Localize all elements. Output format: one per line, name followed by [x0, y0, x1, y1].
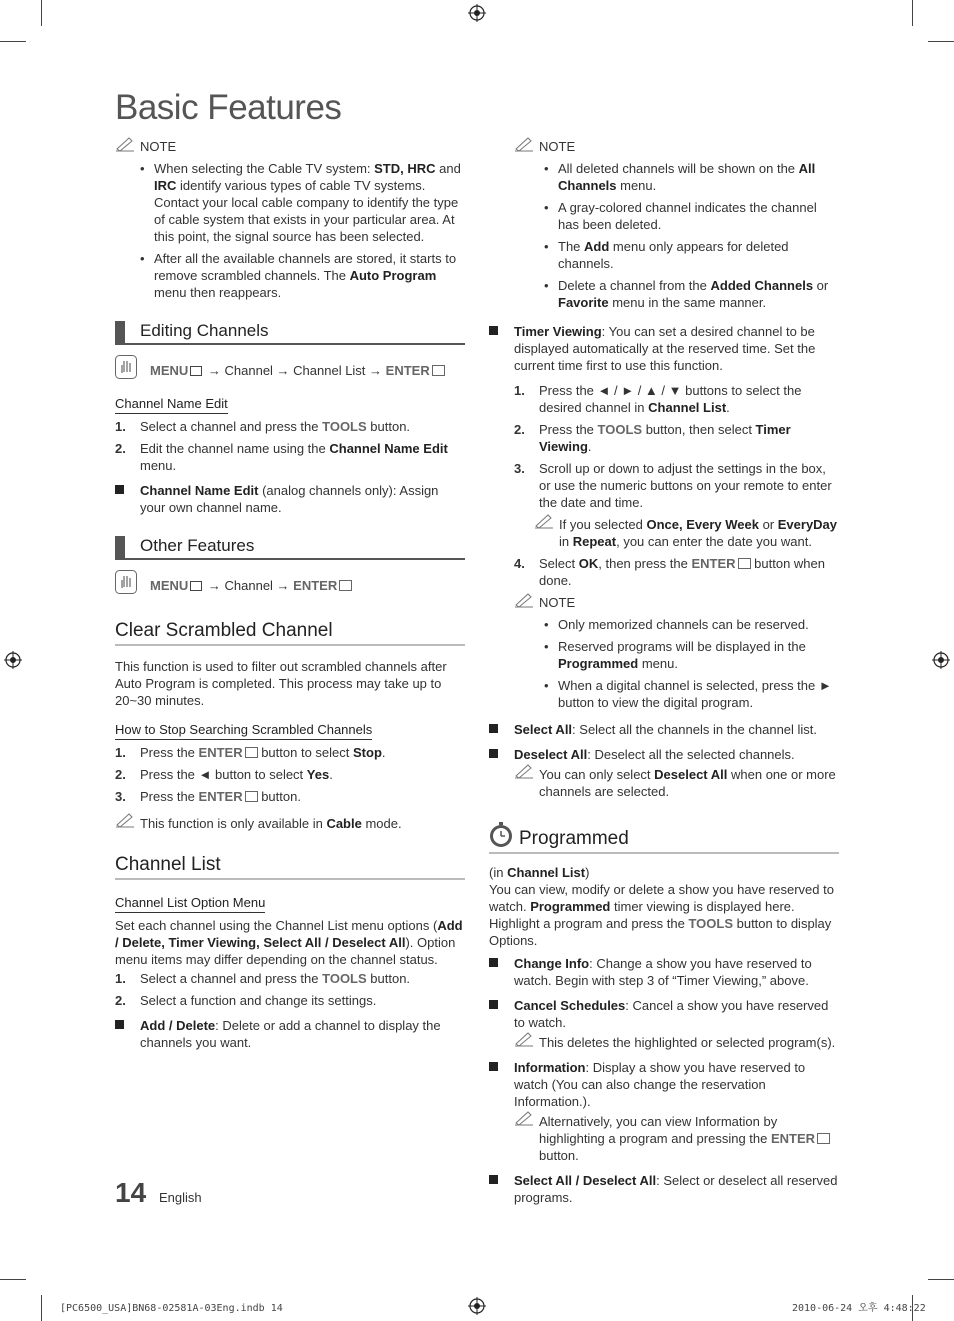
section-header-editing-channels: Editing Channels — [115, 321, 465, 345]
pencil-note-icon — [514, 136, 534, 152]
pencil-note-icon — [514, 1031, 534, 1047]
crop-mark — [41, 1295, 42, 1321]
menu-grid-icon — [190, 581, 202, 591]
list-item: • When selecting the Cable TV system: STD, HRC and IRC identify various types of cable TV systems. Contact your local cable company to identify the type of cable system that exists in your particular area. At this point, the signal source has been selected. — [140, 160, 465, 245]
page-title: Basic Features — [115, 88, 342, 127]
footer-timestamp: 2010-06-24 오후 4:48:22 — [792, 1303, 926, 1314]
note-item: If you selected Once, Every Week or EveryDay in Repeat, you can enter the date you want. — [534, 516, 839, 550]
list-item: • All deleted channels will be shown on the All Channels menu. — [544, 160, 839, 194]
step-item: 3. Scroll up or down to adjust the settings in the box, or use the numeric buttons on your remote to enter the date and time. — [514, 461, 832, 510]
list-item: Change Info: Change a show you have reserved to watch. Begin with step 3 of “Timer Viewing,” above. — [489, 955, 839, 989]
step-item: 2. Edit the channel name using the Channel Name Edit menu. — [115, 441, 448, 473]
right-column — [489, 138, 839, 1214]
list-item: • Only memorized channels can be reserved. — [544, 616, 839, 633]
registration-mark-icon — [468, 4, 486, 22]
step-item: 1. Press the ENTER button to select Stop. — [115, 745, 386, 760]
heading-channel-list: Channel List — [115, 854, 465, 880]
note-item: This deletes the highlighted or selected program(s). — [514, 1034, 839, 1051]
note-list — [514, 616, 839, 711]
note-label: NOTE — [539, 595, 576, 610]
paragraph: This function is used to filter out scrambled channels after Auto Program is completed. This process may take up to 20~30 minutes. — [115, 659, 447, 708]
subheading-channel-list-option-menu: Channel List Option Menu — [115, 894, 265, 913]
left-column — [115, 138, 465, 1059]
crop-mark — [928, 41, 954, 42]
enter-icon — [245, 791, 258, 802]
registration-mark-icon — [932, 651, 950, 669]
note-header — [514, 138, 839, 156]
crop-mark — [912, 0, 913, 26]
step-item: 3. Press the ENTER button. — [115, 789, 301, 804]
enter-icon — [245, 747, 258, 758]
menu-path: MENU → Channel → ENTER — [115, 574, 465, 596]
list-item: Information: Display a show you have reserved to watch (You can also change the reservation Information.). — [489, 1059, 839, 1110]
page-number: 14 — [115, 1177, 147, 1208]
menu-grid-icon — [190, 366, 202, 376]
step-item: 2. Press the TOOLS button, then select Timer Viewing. — [514, 422, 791, 454]
heading-clear-scrambled-channel: Clear Scrambled Channel — [115, 620, 465, 646]
list-item: • Delete a channel from the Added Channels or Favorite menu in the same manner. — [544, 277, 839, 311]
list-item: Timer Viewing: You can set a desired channel to be displayed automatically at the reserved time. Set the current time first to use this function. — [489, 323, 839, 374]
enter-icon — [339, 580, 352, 591]
list-item: • The Add menu only appears for deleted channels. — [544, 238, 839, 272]
list-item: Deselect All: Deselect all the selected channels. — [489, 746, 839, 763]
crop-mark — [0, 1279, 26, 1280]
enter-icon — [432, 365, 445, 376]
crop-mark — [928, 1279, 954, 1280]
list-item: • When a digital channel is selected, press the ► button to view the digital program. — [544, 677, 839, 711]
pencil-note-icon — [115, 812, 135, 828]
pencil-note-icon — [514, 1110, 534, 1126]
list-item: Select All / Deselect All: Select or deselect all reserved programs. — [489, 1172, 839, 1206]
hand-icon — [115, 355, 137, 379]
list-item: Cancel Schedules: Cancel a show you have reserved to watch. — [489, 997, 839, 1031]
enter-icon — [817, 1133, 830, 1144]
note-list — [489, 160, 839, 311]
clock-icon — [489, 822, 513, 848]
section-header-other-features: Other Features — [115, 536, 465, 560]
note-header — [514, 594, 839, 612]
pencil-note-icon — [115, 136, 135, 152]
list-item: • A gray-colored channel indicates the channel has been deleted. — [544, 199, 839, 233]
page-language: English — [159, 1190, 202, 1205]
note-label: NOTE — [539, 139, 576, 154]
enter-icon — [738, 558, 751, 569]
pencil-note-icon — [514, 592, 534, 608]
crop-mark — [41, 0, 42, 26]
list-item: • Reserved programs will be displayed in the Programmed menu. — [544, 638, 839, 672]
paragraph: (in Channel List) — [489, 865, 590, 880]
heading-programmed: Programmed — [489, 822, 839, 854]
subheading-channel-name-edit: Channel Name Edit — [115, 395, 228, 414]
crop-mark — [0, 41, 26, 42]
step-item: 1. Select a channel and press the TOOLS button. — [115, 419, 411, 434]
note-header — [115, 138, 465, 156]
note-item: This function is only available in Cable mode. — [115, 815, 465, 832]
list-item: Add / Delete: Delete or add a channel to display the channels you want. — [115, 1017, 465, 1051]
registration-mark-icon — [4, 651, 22, 669]
pencil-note-icon — [534, 513, 554, 529]
note-label: NOTE — [140, 139, 177, 154]
step-item: 1. Select a channel and press the TOOLS button. — [115, 971, 411, 986]
note-item: You can only select Deselect All when one or more channels are selected. — [514, 766, 839, 800]
step-item: 2. Press the ◄ button to select Yes. — [115, 767, 333, 782]
subheading-stop-searching: How to Stop Searching Scrambled Channels — [115, 721, 372, 740]
step-item: 1. Press the ◄ / ► / ▲ / ▼ buttons to select the desired channel in Channel List. — [514, 383, 802, 415]
note-list — [115, 160, 465, 301]
step-item: 4. Select OK, then press the ENTER button when done. — [514, 556, 825, 588]
list-item: Select All: Select all the channels in the channel list. — [489, 721, 839, 738]
list-item: Channel Name Edit (analog channels only): Assign your own channel name. — [115, 482, 465, 516]
note-item: Alternatively, you can view Information by highlighting a program and pressing the ENTER button. — [514, 1113, 839, 1164]
hand-icon — [115, 570, 137, 594]
paragraph: You can view, modify or delete a show you have reserved to watch. Programmed timer viewing is displayed here. Highlight a program and press the TOOLS button to display Options. — [489, 882, 834, 948]
menu-path: MENU → Channel → Channel List → ENTER — [115, 359, 465, 381]
timer-steps — [489, 382, 839, 711]
paragraph: Set each channel using the Channel List menu options (Add / Delete, Timer Viewing, Select All / Deselect All). Option menu items may differ depending on the channel status. — [115, 918, 463, 967]
registration-mark-icon — [468, 1297, 486, 1315]
footer-file-info: [PC6500_USA]BN68-02581A-03Eng.indb 14 — [60, 1303, 283, 1314]
list-item: • After all the available channels are stored, it starts to remove scrambled channels. The Auto Program menu then reappears. — [140, 250, 465, 301]
step-item: 2. Select a function and change its settings. — [115, 993, 377, 1008]
pencil-note-icon — [514, 763, 534, 779]
